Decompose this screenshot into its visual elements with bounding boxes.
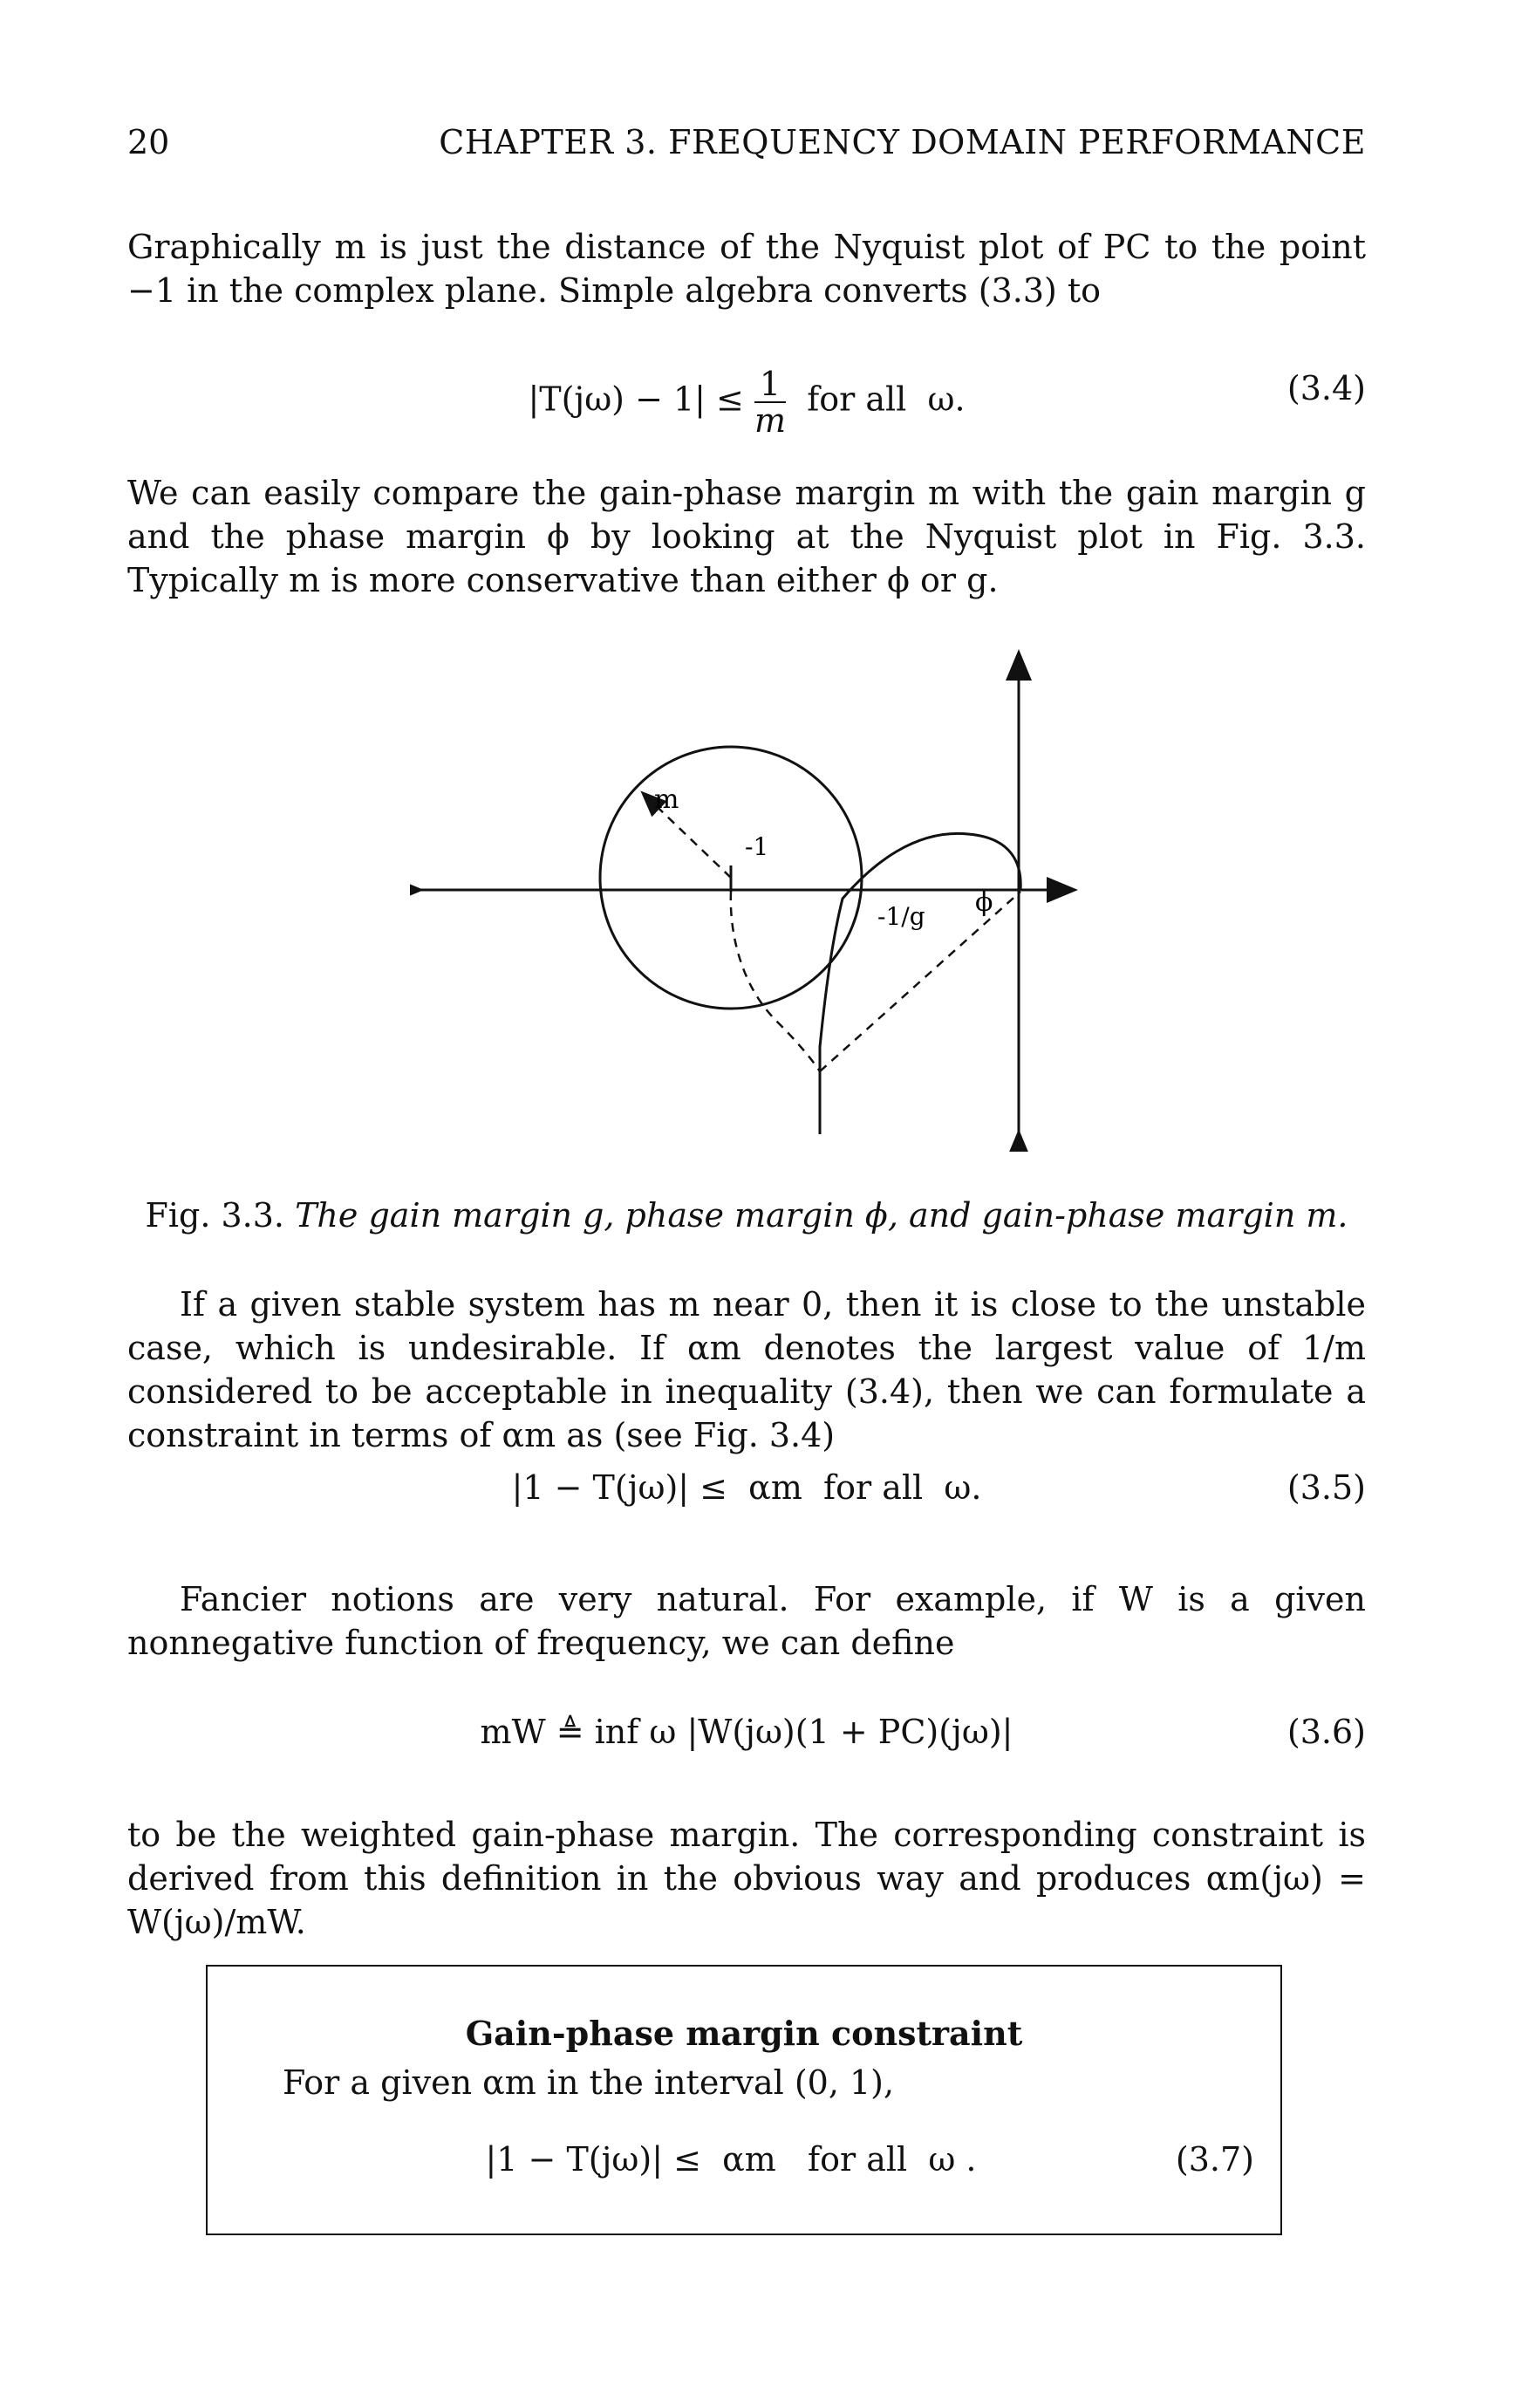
phase-arc <box>731 892 820 1071</box>
box-equation <box>208 2138 1254 2186</box>
figure-caption <box>127 1194 1366 1237</box>
equation-3-6 <box>127 1710 1366 1762</box>
paragraph-1: Graphically m is just the distance of the Nyquist plot of PC to the point −1 in the complex plane. Simple algebra converts (3.3) to <box>127 228 1366 310</box>
eq34-fraction <box>754 366 786 438</box>
eq34-rhs: for all ω. <box>786 380 966 419</box>
equation-3-5 <box>127 1466 1366 1518</box>
eq36-number: (3.6) <box>1286 1713 1366 1751</box>
page-header <box>127 120 1366 168</box>
label-minus-1-over-g: -1/g <box>877 902 925 931</box>
box-equation-body: |1 − T(jω)| ≤ αm for all ω . <box>485 2140 977 2179</box>
label-minus-1: -1 <box>745 832 769 861</box>
paragraph-2: We can easily compare the gain-phase margin m with the gain margin g and the phase margin ϕ by looking at the Nyquist plot in Fig. 3.3. Typically m is more conservative than either ϕ or g. <box>127 474 1366 599</box>
equation-3-4 <box>127 365 1366 440</box>
box-equation-number: (3.7) <box>1175 2140 1254 2179</box>
running-head: CHAPTER 3. FREQUENCY DOMAIN PERFORMANCE <box>439 123 1366 161</box>
paragraph-3: If a given stable system has m near 0, then it is close to the unstable case, which is undesirable. If αm denotes the largest value of 1/m considered to be acceptable in inequality (3.4), then we can formulate a constraint in terms of αm as (see Fig. 3.4) <box>127 1285 1366 1454</box>
constraint-box <box>206 1965 1282 2235</box>
page-number: 20 <box>127 123 170 161</box>
eq34-lhs: |T(jω) − 1| ≤ <box>528 380 754 419</box>
nyquist-figure <box>410 646 1090 1152</box>
box-line: For a given αm in the interval (0, 1), <box>283 2063 895 2102</box>
eq34-numerator: 1 <box>754 366 786 403</box>
label-phi: ϕ <box>975 887 993 918</box>
eq34-denominator: m <box>754 401 787 440</box>
box-title: Gain-phase margin constraint <box>465 2014 1023 2053</box>
caption-text: The gain margin g, phase margin ϕ, and gain-phase margin m. <box>295 1196 1348 1235</box>
paragraph-4: Fancier notions are very natural. For example, if W is a given nonnegative function of frequency, we can define <box>127 1580 1366 1662</box>
paragraph-5: to be the weighted gain-phase margin. The corresponding constraint is derived from this definition in the obvious way and produces αm(jω) = W(jω)/mW. <box>127 1816 1366 1941</box>
nyquist-curve <box>820 833 1020 1134</box>
eq35-body: |1 − T(jω)| ≤ αm for all ω. <box>511 1468 982 1507</box>
caption-prefix: Fig. 3.3. <box>145 1196 296 1235</box>
eq35-number: (3.5) <box>1286 1468 1366 1507</box>
eq36-body: mW ≜ inf ω |W(jω)(1 + PC)(jω)| <box>480 1713 1013 1751</box>
label-m: m <box>654 784 679 815</box>
eq34-number: (3.4) <box>1286 369 1366 407</box>
